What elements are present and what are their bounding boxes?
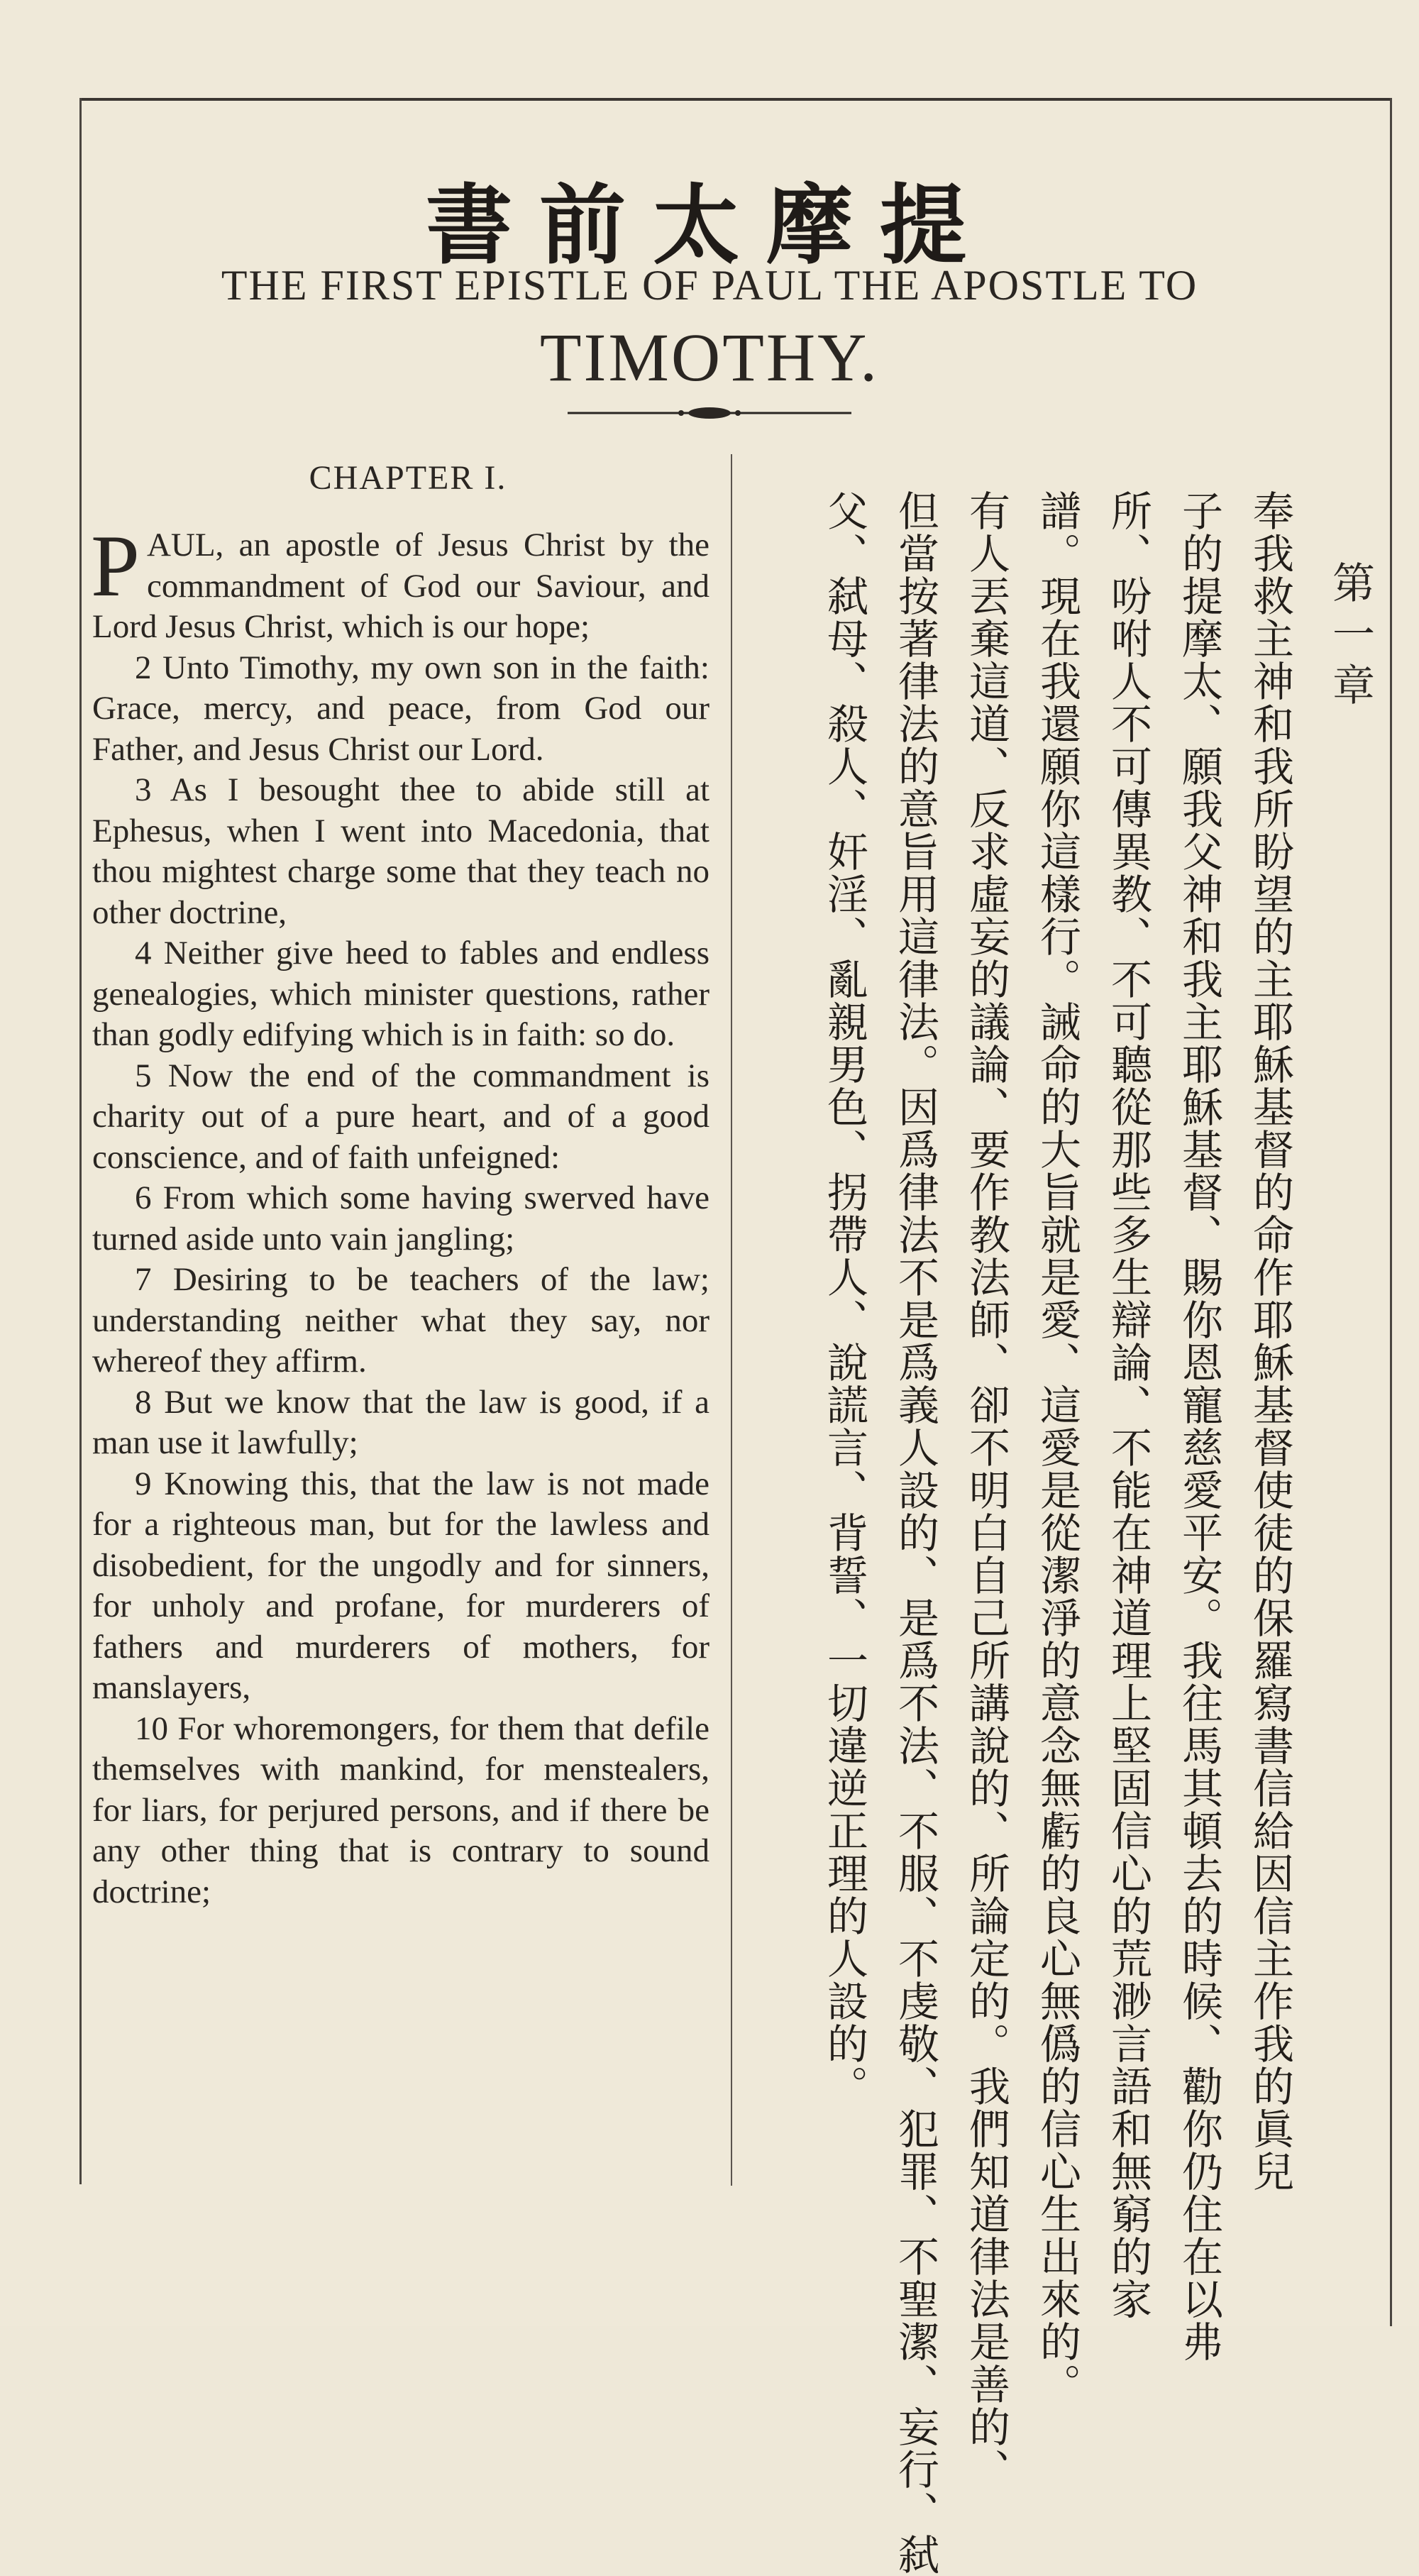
drop-cap: P [91,517,140,615]
verse-5: 5 Now the end of the commandment is charity out of a pure heart, and of a good conscience, and of faith unfeigned: [92,1057,710,1176]
title-english-line2: TIMOTHY. [539,319,880,395]
left-border-rule [79,98,82,2184]
verse-6: 6 From which some having swerved have turned aside unto vain jangling; [92,1179,710,1257]
verse-2: 2 Unto Timothy, my own son in the faith: Grace, mercy, and peace, from God our Father, and Jesus Christ our Lord. [92,649,710,768]
ornament-divider [568,404,851,422]
top-border-rule [79,98,1392,101]
chinese-column-2: 子的提摩太、願我父神和我主耶穌基督、賜你恩寵慈愛平安。我往馬其頓去的時候、勸你仍住在以弗 [1175,490,1223,2363]
verse-1-text: AUL, an apostle of Jesus Christ by the commandment of God our Saviour, and Lord Jesus Christ, which is our hope; [92,527,710,645]
chinese-column-6: 但當按著律法的意旨用這律法。因爲律法不是爲義人設的、是爲不法、不服、不虔敬、犯罪、不聖潔、妄行、弑 [891,490,939,2576]
verse-3: 3 As I besought thee to abide still at Ephesus, when I went into Macedonia, that thou mightest charge some that they teach no other doctrine, [92,771,710,931]
chinese-column-7: 父、弑母、殺人、奸淫、亂親男色、拐帶人、說謊言、背誓、一切違逆正理的人設的。 [820,490,868,2108]
chinese-column-1: 奉我救主神和我所盼望的主耶穌基督的命作耶穌基督使徒的保羅寫書信給因信主作我的眞兒 [1246,490,1294,2193]
verse-7: 7 Desiring to be teachers of the law; understanding neither what they say, nor whereof they affirm. [92,1261,710,1380]
verse-9: 9 Knowing this, that the law is not made for a righteous man, but for the lawless and disobedient, for the ungodly and for sinners, for unholy and profane, for murderers of fathers and murderers of mothers, for manslayers, [92,1465,710,1706]
chapter-heading-chinese: 第一章 [1325,561,1375,714]
chinese-column-4: 譜。現在我還願你這樣行。誡命的大旨就是愛、這愛是從潔淨的意念無虧的良心無僞的信心生出來的。 [1033,490,1081,2406]
chapter-heading-english: CHAPTER I. [309,459,507,497]
verse-8: 8 But we know that the law is good, if a man use it lawfully; [92,1383,710,1461]
verse-1 [91,517,710,648]
verse-10: 10 For whoremongers, for them that defile themselves with mankind, for menstealers, for liars, for perjured persons, and if there be any other thing that is contrary to sound doctrine; [92,1710,710,1910]
column-divider [731,454,732,2186]
english-text-column [91,517,710,1912]
verse-4: 4 Neither give heed to fables and endless genealogies, which minister questions, rather than godly edifying which is in faith: so do. [92,935,710,1053]
chinese-column-5: 有人丟棄這道、反求虛妄的議論、要作教法師、卻不明白自己所講說的、所論定的。我們知道律法是善的、 [962,490,1010,2491]
right-border-rule [1390,98,1392,2326]
title-english-line1: THE FIRST EPISTLE OF PAUL THE APOSTLE TO [221,262,1198,309]
title-chinese: 書前太摩提 [426,175,993,276]
chinese-column-3: 所、吩咐人不可傳異教、不可聽從那些多生辯論、不能在神道理上堅固信心的荒渺言語和無窮的家 [1104,490,1152,2321]
chinese-text-area [745,490,1384,2576]
